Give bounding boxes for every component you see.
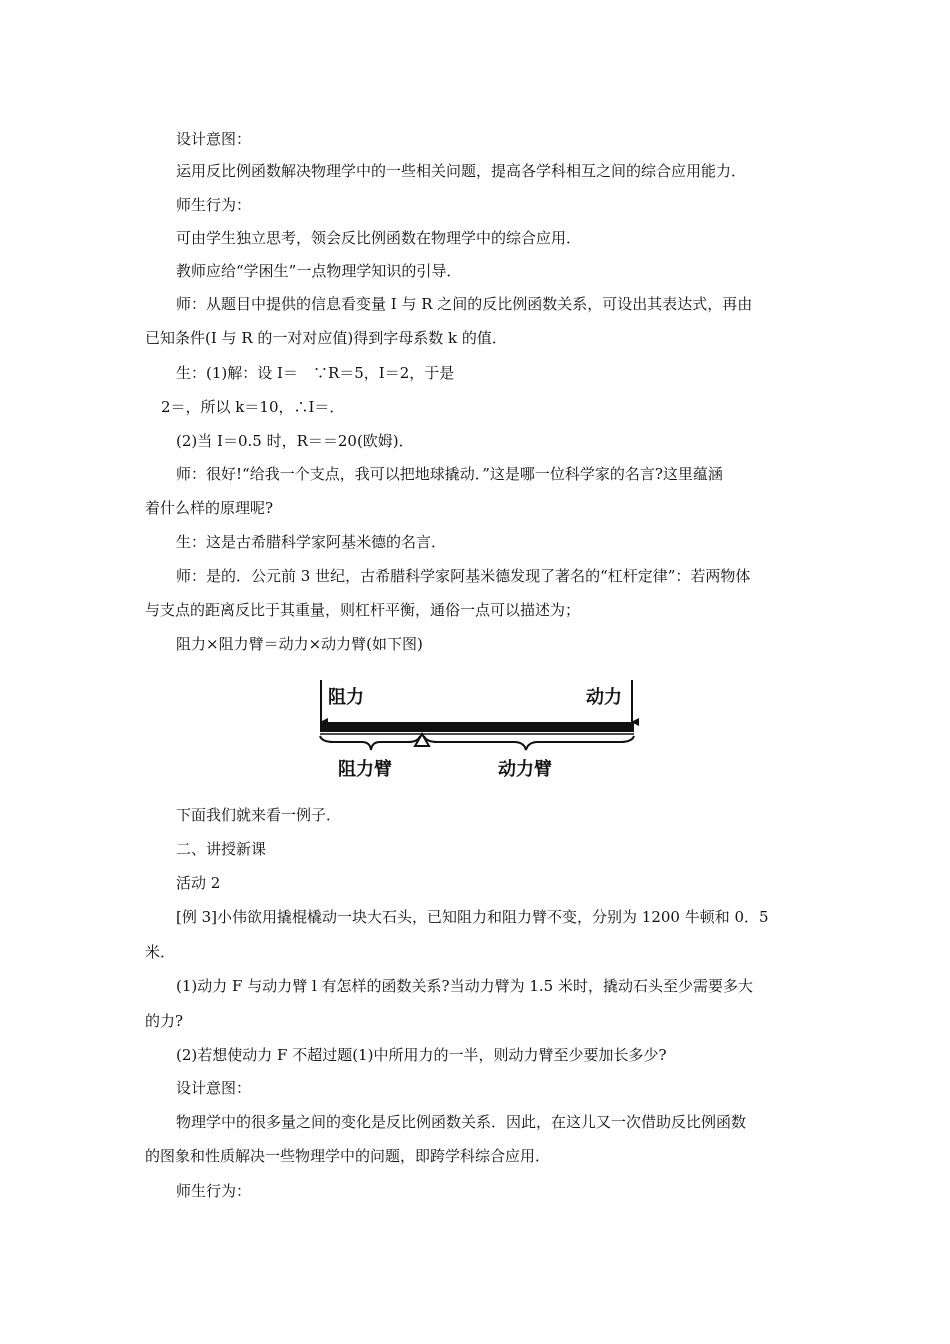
resistance-arm-label: 阻力臂 [338,759,392,780]
lever-diagram [314,676,640,784]
resistance-arm-brace [320,736,420,750]
text-line-7: 已知条件(I 与 R 的一对对应值)得到字母系数 k 的值． [145,329,507,347]
text-line-8: 生：(1)解：设 I＝ ∵R＝5，I＝2，于是 [176,364,455,382]
text-line-14: 师：是的．公元前 3 世纪，古希腊科学家阿基米德发现了著名的“杠杆定律”：若两物体 [176,567,751,585]
effort-label: 动力 [586,687,622,708]
text-line-11: 师：很好!“给我一个支点，我可以把地球撬动．”这是哪一位科学家的名言?这里蕴涵 [176,465,723,483]
text-line-23: 的力? [145,1012,184,1030]
text-line-13: 生：这是古希腊科学家阿基米德的名言． [176,533,447,551]
text-line-28: 师生行为： [176,1182,252,1200]
text-line-21: 米． [145,943,176,961]
text-line-17: 下面我们就来看一例子． [176,806,342,824]
text-line-26: 物理学中的很多量之间的变化是反比例函数关系．因此，在这儿又一次借助反比例函数 [176,1113,747,1131]
effort-arm-brace [424,736,634,750]
text-line-25: 设计意图： [176,1079,252,1097]
lever-svg [314,676,640,784]
text-line-10: (2)当 I＝0.5 时，R＝＝20(欧姆)． [176,432,414,450]
text-line-16: 阻力×阻力臂＝动力×动力臂(如下图) [176,635,423,653]
text-line-5: 教师应给“学困生”一点物理学知识的引导． [176,262,462,280]
text-line-1: 设计意图： [176,130,252,148]
text-line-18: 二、讲授新课 [176,840,267,858]
text-line-12: 着什么样的原理呢? [145,499,274,517]
text-line-19: 活动 2 [176,874,221,892]
text-line-24: (2)若想使动力 F 不超过题(1)中所用力的一半，则动力臂至少要加长多少? [176,1046,667,1064]
text-line-15: 与支点的距离反比于其重量，则杠杆平衡，通俗一点可以描述为； [145,601,581,619]
lever-bar [320,722,634,732]
text-line-20: [例 3]小伟欲用撬棍橇动一块大石头，已知阻力和阻力臂不变，分别为 1200 牛顿和 0．5 [176,908,769,926]
text-line-22: (1)动力 F 与动力臂 l 有怎样的函数关系?当动力臂为 1.5 米时，撬动石头至少需要多大 [176,977,753,995]
text-line-4: 可由学生独立思考，领会反比例函数在物理学中的综合应用． [176,229,582,247]
resistance-label: 阻力 [328,687,364,708]
text-line-6: 师：从题目中提供的信息看变量 I 与 R 之间的反比例函数关系，可设出其表达式，再由 [176,295,753,313]
effort-arm-label: 动力臂 [498,759,552,780]
text-line-2: 运用反比例函数解决物理学中的一些相关问题，提高各学科相互之间的综合应用能力． [176,162,747,180]
text-line-9: 2＝，所以 k＝10，∴I＝． [161,398,345,416]
text-line-27: 的图象和性质解决一些物理学中的问题，即跨学科综合应用． [145,1147,551,1165]
text-line-3: 师生行为： [176,196,252,214]
